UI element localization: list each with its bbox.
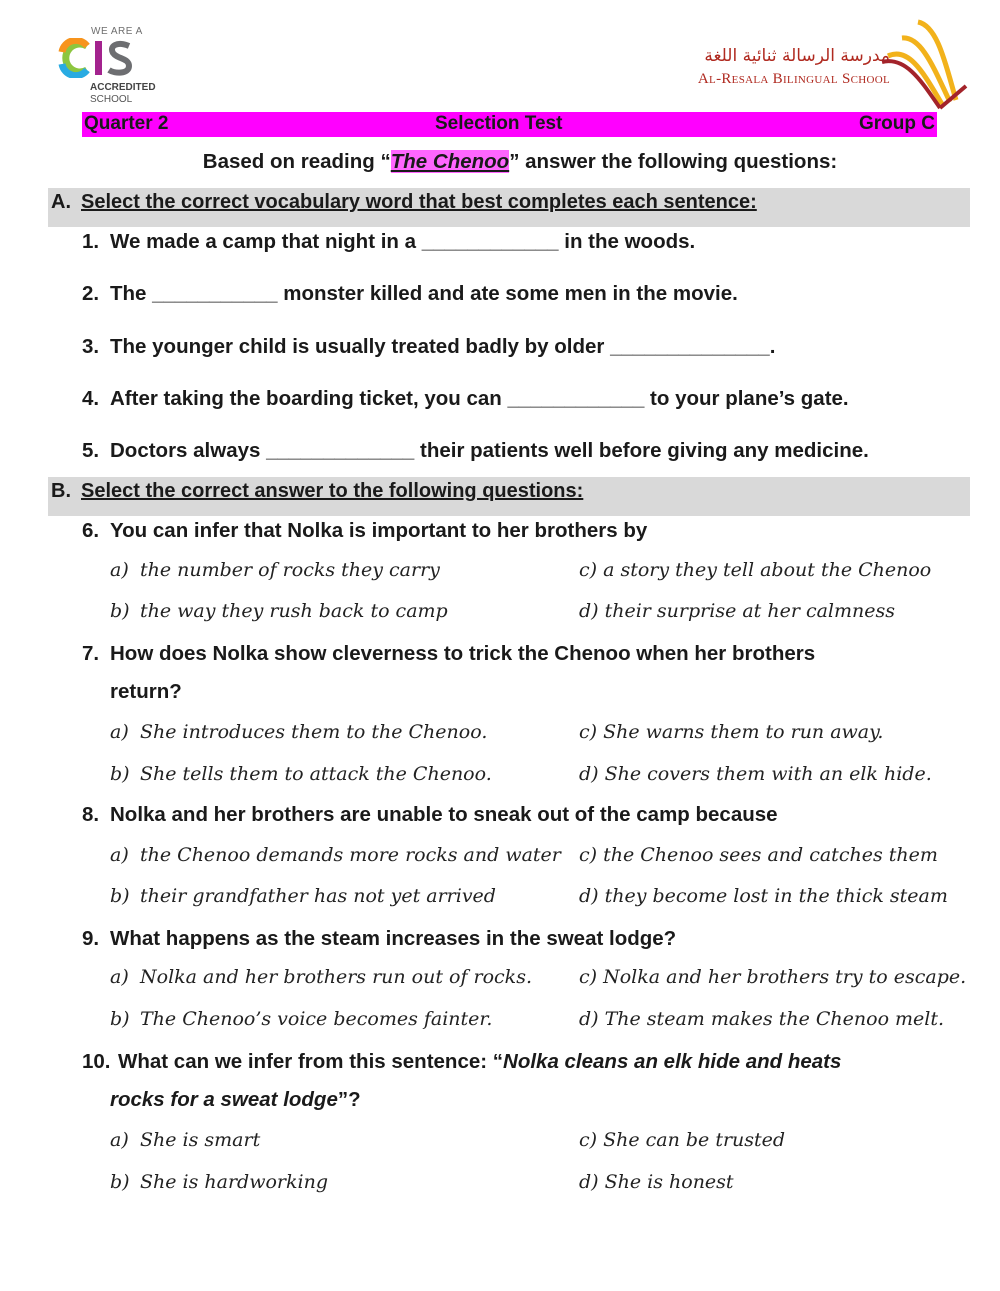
cis-accreditation-logo (57, 24, 187, 106)
question-text: The ___________ monster killed and ate some men in the movie. (110, 282, 738, 305)
option-letter: a) (110, 559, 129, 581)
question-8 (82, 803, 778, 827)
vocab-question-5 (82, 439, 869, 463)
vocab-question-2 (82, 282, 738, 306)
question-7 (82, 642, 815, 666)
page-title (0, 150, 1000, 174)
school-english-name: Al-Resala Bilingual School (697, 71, 890, 87)
vocab-question-3 (82, 335, 775, 359)
question-6 (82, 519, 647, 543)
title-prefix: Based on reading “ (202, 150, 391, 173)
vocab-question-1 (82, 230, 695, 254)
q6-option-a[interactable] (110, 559, 440, 581)
q6-option-b[interactable] (110, 600, 448, 622)
option-text: She tells them to attack the Chenoo. (140, 763, 492, 785)
q10-option-c[interactable]: c) She can be trusted (579, 1129, 786, 1151)
question-number: 7. (82, 642, 100, 665)
option-letter: b) (110, 1008, 130, 1030)
q8-option-a[interactable] (110, 844, 561, 866)
vocab-question-4 (82, 387, 849, 411)
question-text: What can we infer from this sentence: “ (118, 1050, 504, 1073)
question-number: 5. (82, 439, 100, 462)
option-text: She is hardworking (140, 1171, 328, 1193)
q9-option-c[interactable]: c) Nolka and her brothers try to escape. (579, 966, 967, 988)
option-text: the Chenoo demands more rocks and water (140, 844, 561, 866)
question-end: ”? (337, 1088, 361, 1111)
option-letter: a) (110, 966, 129, 988)
story-title: The Chenoo (390, 150, 510, 173)
cis-bottom-text-2: SCHOOL (90, 94, 133, 105)
q7-option-b[interactable] (110, 763, 492, 785)
question-text: Doctors always _____________ their patients well before giving any medicine. (110, 439, 869, 462)
q9-option-b[interactable] (110, 1008, 492, 1030)
question-text: The younger child is usually treated badly by older ______________. (110, 335, 776, 358)
section-b-letter: B. (51, 480, 71, 502)
q8-option-b[interactable] (110, 885, 496, 907)
cis-top-text: WE ARE A (91, 26, 143, 37)
section-a-text: Select the correct vocabulary word that best completes each sentence: (81, 191, 757, 213)
question-number: 1. (82, 230, 100, 253)
group-label: Group C (859, 113, 935, 134)
option-letter: b) (110, 1171, 130, 1193)
question-10-continued (110, 1088, 361, 1112)
question-number: 8. (82, 803, 100, 826)
question-text: After taking the boarding ticket, you can ____________ to your plane’s gate. (110, 387, 849, 410)
q7-option-d[interactable]: d) She covers them with an elk hide. (579, 763, 932, 785)
question-number: 10. (82, 1050, 111, 1073)
open-book-icon (880, 16, 970, 112)
cis-bottom-text-1: ACCREDITED (90, 82, 156, 93)
question-9 (82, 927, 676, 951)
question-number: 2. (82, 282, 100, 305)
question-number: 6. (82, 519, 100, 542)
option-letter: a) (110, 1129, 129, 1151)
school-arabic-name: مدرسة الرسالة ثنائية اللغة (704, 46, 890, 66)
question-text: What happens as the steam increases in the sweat lodge? (110, 927, 677, 950)
school-logo (680, 16, 970, 112)
question-text: We made a camp that night in a ____________ in the woods. (110, 230, 696, 253)
q7-option-a[interactable] (110, 721, 487, 743)
question-number: 9. (82, 927, 100, 950)
question-7-continued: return? (110, 680, 182, 703)
section-a-heading (48, 188, 970, 227)
question-text: How does Nolka show cleverness to trick the Chenoo when her brothers (110, 642, 816, 665)
section-b-heading (48, 477, 970, 516)
option-text: their grandfather has not yet arrived (140, 885, 496, 907)
q10-option-a[interactable] (110, 1129, 260, 1151)
option-letter: b) (110, 885, 130, 907)
option-letter: b) (110, 763, 130, 785)
quoted-sentence-end: rocks for a sweat lodge (110, 1088, 338, 1111)
option-text: She introduces them to the Chenoo. (140, 721, 488, 743)
q9-option-a[interactable] (110, 966, 532, 988)
option-text: Nolka and her brothers run out of rocks. (140, 966, 532, 988)
q8-option-d[interactable]: d) they become lost in the thick steam (579, 885, 948, 907)
question-text: You can infer that Nolka is important to her brothers by (110, 519, 648, 542)
question-number: 3. (82, 335, 100, 358)
section-a-letter: A. (51, 191, 71, 213)
question-number: 4. (82, 387, 100, 410)
option-letter: b) (110, 600, 130, 622)
q6-option-c[interactable]: c) a story they tell about the Chenoo (579, 559, 932, 581)
q10-option-b[interactable] (110, 1171, 328, 1193)
option-text: the way they rush back to camp (140, 600, 448, 622)
header-banner (82, 112, 937, 137)
option-letter: a) (110, 844, 129, 866)
q8-option-c[interactable]: c) the Chenoo sees and catches them (579, 844, 938, 866)
option-text: The Chenoo’s voice becomes fainter. (140, 1008, 493, 1030)
test-title: Selection Test (435, 113, 563, 134)
cis-letters-icon (57, 38, 137, 78)
question-text: Nolka and her brothers are unable to sneak out of the camp because (110, 803, 778, 826)
q9-option-d[interactable]: d) The steam makes the Chenoo melt. (579, 1008, 945, 1030)
option-letter: a) (110, 721, 129, 743)
section-b-text: Select the correct answer to the following questions: (81, 480, 584, 502)
q7-option-c[interactable]: c) She warns them to run away. (579, 721, 884, 743)
question-10 (82, 1050, 841, 1074)
option-text: the number of rocks they carry (140, 559, 440, 581)
quarter-label: Quarter 2 (84, 113, 169, 134)
title-suffix: ” answer the following questions: (509, 150, 838, 173)
quoted-sentence: Nolka cleans an elk hide and heats (503, 1050, 842, 1073)
q10-option-d[interactable]: d) She is honest (579, 1171, 734, 1193)
q6-option-d[interactable]: d) their surprise at her calmness (579, 600, 896, 622)
option-text: She is smart (140, 1129, 261, 1151)
